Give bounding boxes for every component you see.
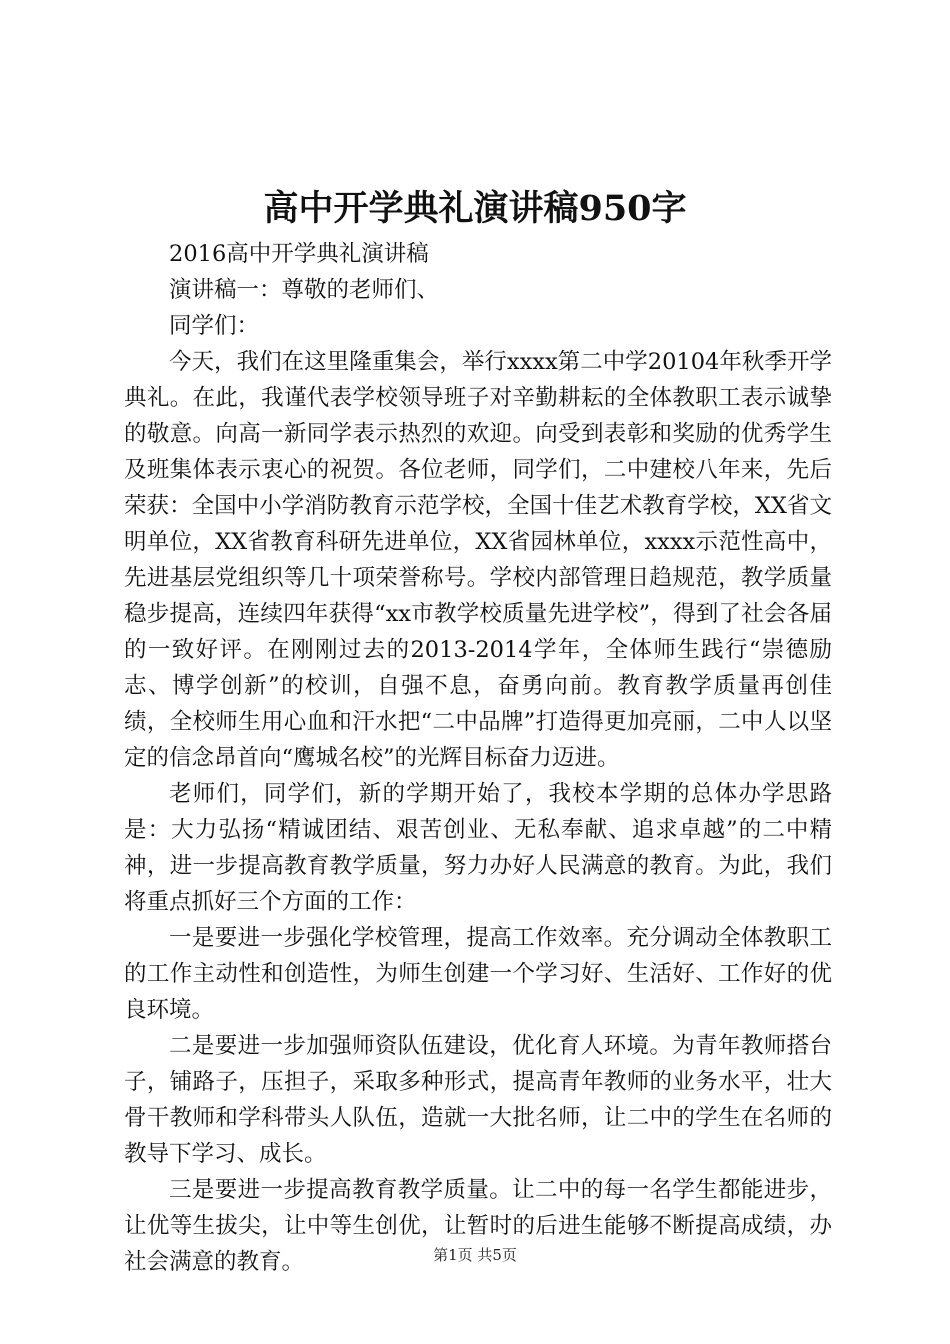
document-body <box>124 236 832 1280</box>
body-paragraph: 老师们，同学们，新的学期开始了，我校本学期的总体办学思路是：大力弘扬“精诚团结、艰苦创业、无私奉献、追求卓越”的二中精神，进一步提高教育教学质量，努力办好人民满意的教育。为此，我们将重点抓好三个方面的工作： <box>124 781 832 915</box>
body-paragraph: 三是要进一步提高教育教学质量。让二中的每一名学生都能进步，让优等生拔尖，让中等生创优，让暂时的后进生能够不断提高成绩，办社会满意的教育。 <box>124 1177 832 1275</box>
salutation-line: 同学们： <box>169 313 260 339</box>
body-paragraph: 二是要进一步加强师资队伍建设，优化育人环境。为青年教师搭台子，铺路子，压担子，采取多种形式，提高青年教师的业务水平，壮大骨干教师和学科带头人队伍，造就一大批名师，让二中的学生在名师的教导下学习、成长。 <box>124 1033 832 1167</box>
subtitle-line: 2016高中开学典礼演讲稿 <box>169 241 429 267</box>
body-paragraph: 今天，我们在这里隆重集会，举行xxxx第二中学20104年秋季开学典礼。在此，我谨代表学校领导班子对辛勤耕耘的全体教职工表示诚挚的敬意。向高一新同学表示热烈的欢迎。向受到表彰和奖励的优秀学生及班集体表示衷心的祝贺。各位老师，同学们，二中建校八年来，先后荣获：全国中小学消防教育示范学校，全国十佳艺术教育学校，XX省文明单位，XX省教育科研先进单位，XX省园林单位，xxxx示范性高中，先进基层党组织等几十项荣誉称号。学校内部管理日趋规范，教学质量稳步提高，连续四年获得“xx市教学校质量先进学校”，得到了社会各届的一致好评。在刚刚过去的2013-2014学年，全体师生践行“崇德励志、博学创新”的校训，自强不息，奋勇向前。教育教学质量再创佳绩，全校师生用心血和汗水把“二中品牌”打造得更加亮丽，二中人以坚定的信念昂首向“鹰城名校”的光辉目标奋力迈进。 <box>124 349 832 771</box>
salutation-line: 演讲稿一：尊敬的老师们、 <box>169 277 440 303</box>
page-number-footer: 第1页 共5页 <box>433 1246 517 1264</box>
document-title: 高中开学典礼演讲稿950字 <box>263 188 687 229</box>
body-paragraph: 一是要进一步强化学校管理，提高工作效率。充分调动全体教职工的工作主动性和创造性，为师生创建一个学习好、生活好、工作好的优良环境。 <box>124 925 832 1023</box>
